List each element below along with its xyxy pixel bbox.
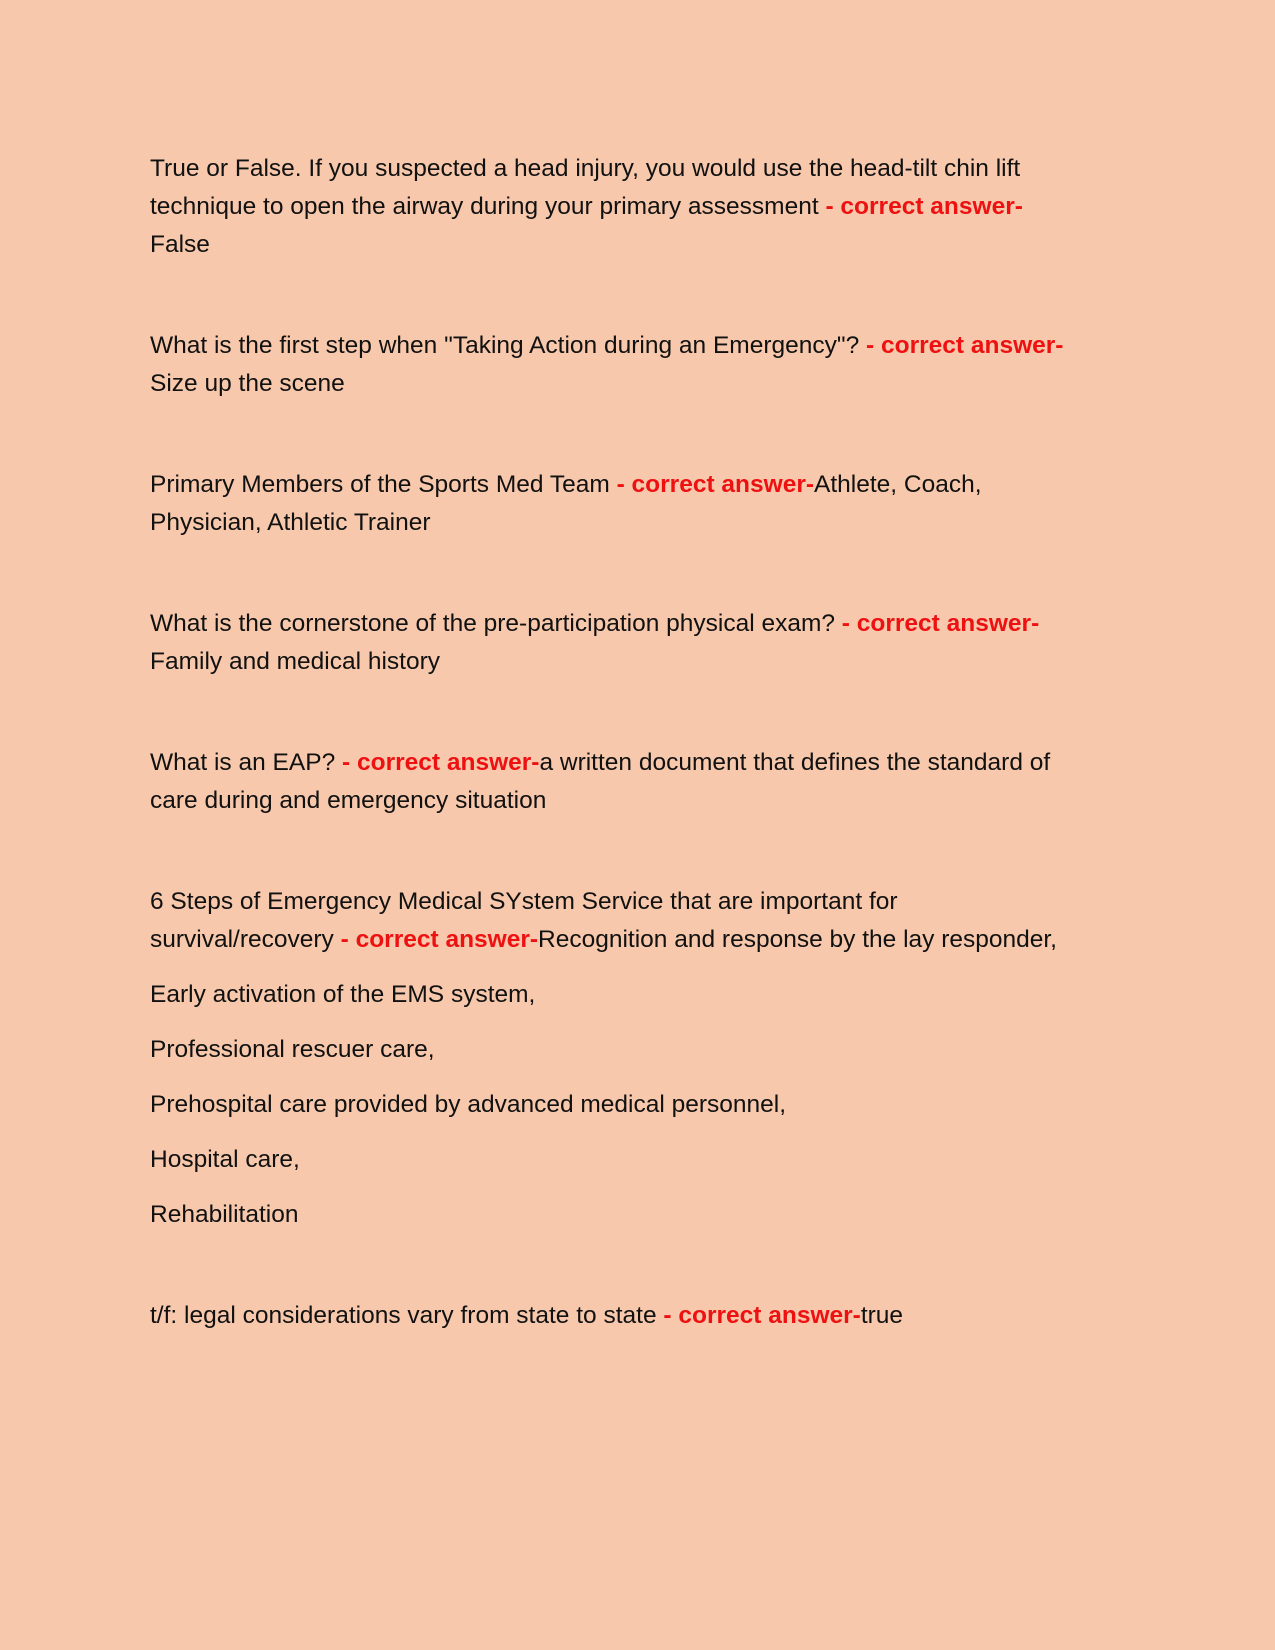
ems-step-line: Hospital care,: [150, 1146, 300, 1173]
correct-answer-separator: - correct answer-: [616, 471, 815, 498]
ems-step-line: Rehabilitation: [150, 1201, 299, 1228]
question-text: 6 Steps of Emergency Medical SYstem Service that are important for survival/recovery: [150, 888, 898, 953]
correct-answer-separator: - correct answer-: [342, 749, 540, 776]
answer-text: Size up the scene: [150, 370, 345, 397]
qa-item-6: [150, 883, 1075, 959]
qa-item-7: [150, 1297, 1075, 1335]
question-text: What is the first step when "Taking Action during an Emergency"?: [150, 332, 867, 359]
question-text: Primary Members of the Sports Med Team: [150, 471, 617, 498]
question-text: t/f: legal considerations vary from state to state: [150, 1302, 664, 1329]
ems-steps-list: [150, 976, 1075, 1234]
question-text: What is an EAP?: [150, 749, 343, 776]
ems-step-line: Early activation of the EMS system,: [150, 981, 536, 1008]
answer-text: False: [150, 231, 210, 258]
qa-item-4: [150, 605, 1075, 681]
question-text: What is the cornerstone of the pre-participation physical exam?: [150, 610, 842, 637]
qa-item-5: [150, 744, 1075, 820]
answer-text: Family and medical history: [150, 648, 441, 675]
answer-text: Athlete, Coach, Physician, Athletic Trainer: [150, 471, 982, 536]
correct-answer-separator: - correct answer-: [825, 193, 1023, 220]
answer-text: true: [860, 1302, 904, 1329]
ems-step-line: Professional rescuer care,: [150, 1036, 435, 1063]
correct-answer-separator: - correct answer-: [866, 332, 1064, 359]
answer-text: Recognition and response by the lay responder,: [538, 926, 1057, 953]
qa-item-2: [150, 327, 1075, 403]
answer-text: a written document that defines the standard of care during and emergency situation: [150, 749, 1051, 814]
qa-item-3: [150, 466, 1075, 542]
correct-answer-separator: - correct answer-: [340, 926, 539, 953]
correct-answer-separator: - correct answer-: [841, 610, 1040, 637]
ems-step-line: Prehospital care provided by advanced medical personnel,: [150, 1091, 787, 1118]
question-text: True or False. If you suspected a head injury, you would use the head-tilt chin lift technique to open the airway during your primary assessment: [150, 155, 1021, 220]
correct-answer-separator: - correct answer-: [663, 1302, 861, 1329]
qa-item-1: [150, 150, 1075, 264]
